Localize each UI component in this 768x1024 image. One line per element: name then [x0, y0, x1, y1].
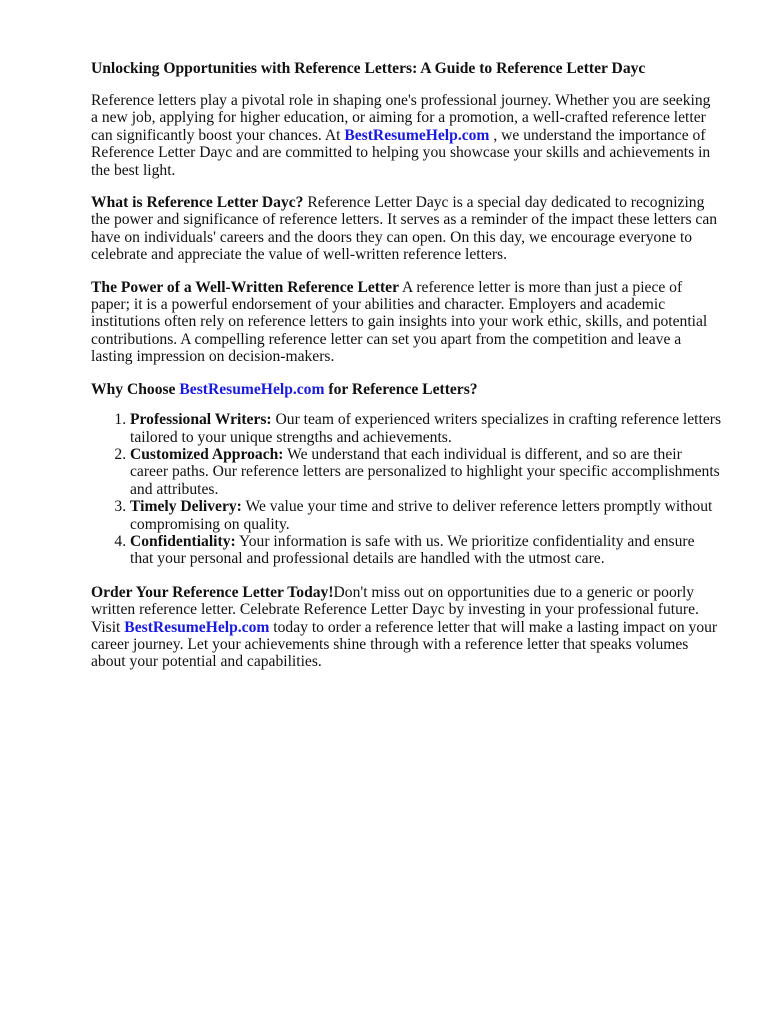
list-item-text: We value your time and strive to deliver reference letters promptly without compromising on quality.	[130, 498, 713, 533]
what-is-body: Reference Letter Dayc is a special day dedicated to recognizing the power and significance of reference letters. It serves as a reminder of the impact these letters can have on individuals' careers and the doors they can open. On this day, we encourage everyone to celebrate and appreciate the value of well-written reference letters.	[91, 194, 718, 264]
list-item-text: We understand that each individual is different, and so are their career paths. Our reference letters are personalized to highlight your specific accomplishments and attributes.	[130, 445, 720, 498]
list-item-label: Customized Approach:	[130, 445, 284, 463]
order-body-before-link: Don't miss out on opportunities due to a generic or poorly written reference letter. Celebrate Reference Letter Dayc by investing in your professional future. Visit	[91, 583, 699, 636]
list-item-text: Your information is safe with us. We prioritize confidentiality and ensure that your personal and professional details are handled with the utmost care.	[130, 532, 695, 568]
why-bestresumehelp-link[interactable]: BestResumeHelp.com	[179, 380, 325, 398]
order-body-after-link: today to order a reference letter that will make a lasting impact on your career journey. Let your achievements shine through with a reference letter that speaks volumes about your potential and capabilities.	[91, 618, 718, 671]
list-item	[130, 411, 721, 446]
what-is-paragraph	[91, 194, 721, 264]
list-item-label: Timely Delivery:	[130, 498, 242, 516]
order-heading: Order Your Reference Letter Today!	[91, 583, 334, 601]
document-title: Unlocking Opportunities with Reference Letters: A Guide to Reference Letter Dayc	[91, 60, 646, 77]
power-heading: The Power of a Well-Written Reference Letter	[91, 278, 400, 296]
why-heading-after: for Reference Letters?	[324, 380, 478, 398]
list-item	[130, 446, 721, 498]
intro-paragraph	[91, 92, 721, 179]
power-body: A reference letter is more than just a piece of paper; it is a powerful endorsement of your abilities and character. Employers and academic institutions often rely on reference letters to gain insights into your work ethic, skills, and potential contributions. A compelling reference letter can set you apart from the competition and leave a lasting impression on decision-makers.	[91, 278, 708, 366]
list-item-label: Confidentiality:	[130, 532, 236, 550]
list-item-text: Our team of experienced writers specializes in crafting reference letters tailored to your unique strengths and achievements.	[130, 411, 722, 446]
order-bestresumehelp-link[interactable]: BestResumeHelp.com	[124, 618, 270, 636]
intro-text-after-link: , we understand the importance of Reference Letter Dayc and are committed to helping you showcase your skills and achievements in the best light.	[91, 126, 711, 179]
list-item-label: Professional Writers:	[130, 411, 272, 429]
why-choose-list	[91, 411, 721, 568]
why-choose-heading	[91, 381, 721, 398]
power-paragraph	[91, 279, 721, 366]
document-page	[91, 52, 721, 686]
bestresumehelp-link[interactable]: BestResumeHelp.com	[344, 126, 490, 144]
order-paragraph	[91, 584, 721, 671]
why-heading-before: Why Choose	[91, 380, 180, 398]
intro-text-before-link: Reference letters play a pivotal role in shaping one's professional journey. Whether you are seeking a new job, applying for higher education, or aiming for a promotion, a well-crafted reference letter can significantly boost your chances. At	[91, 92, 711, 144]
list-item	[130, 498, 721, 533]
list-item	[130, 533, 721, 568]
what-is-heading: What is Reference Letter Dayc?	[91, 194, 304, 212]
